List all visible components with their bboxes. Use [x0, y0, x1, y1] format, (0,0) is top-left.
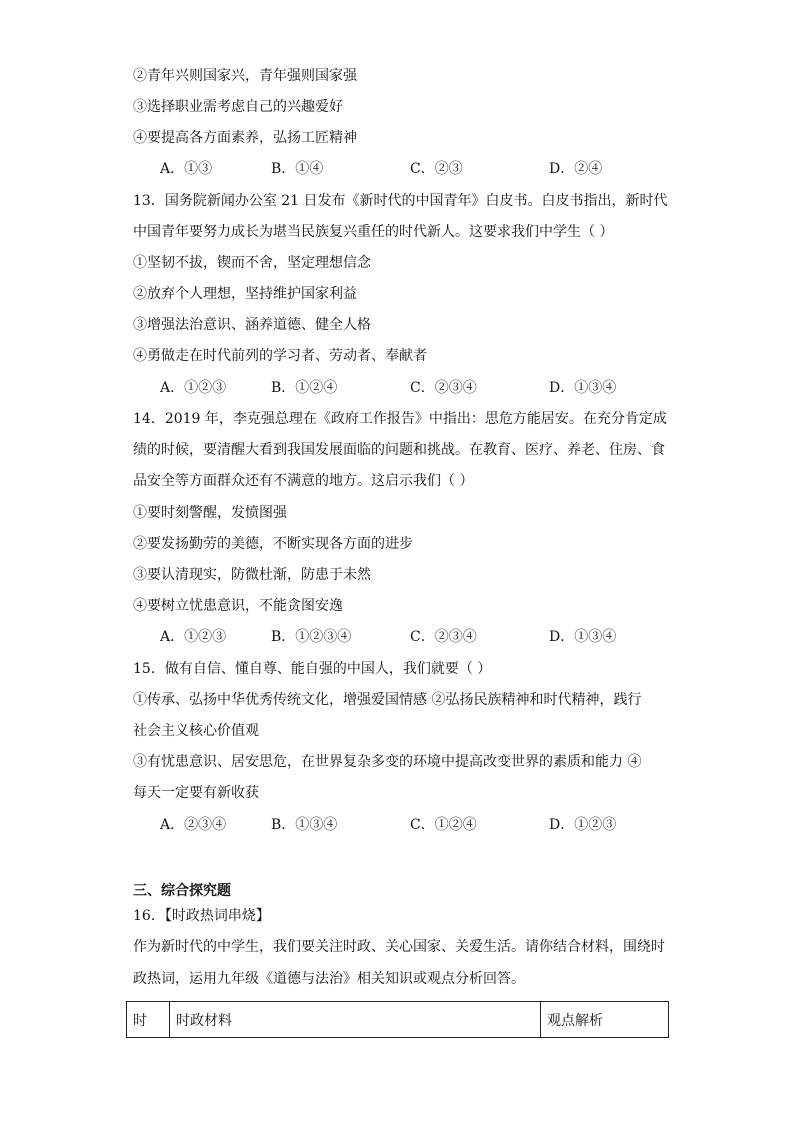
q14-options [160, 627, 720, 647]
q12-option-a: A．①③ [160, 161, 213, 177]
q16-title: 16．【时政热词串烧】 [133, 908, 270, 924]
q16-intro-line-2: 政热词，运用九年级《道德与法治》相关知识或观点分析回答。 [133, 971, 525, 987]
q14-item-2: ②要发扬勤劳的美德，不断实现各方面的进步 [133, 536, 413, 552]
q12-options [160, 159, 720, 179]
q13-item-4: ④勇做走在时代前列的学习者、劳动者、奉献者 [133, 348, 427, 364]
q15-option-c: C．①②④ [410, 817, 477, 833]
q14-option-d: D．①③④ [549, 629, 617, 645]
q13-option-b: B．①②④ [271, 380, 338, 396]
q13-option-a: A．①②③ [160, 380, 227, 396]
q15-item-line-2: 社会主义核心价值观 [133, 723, 259, 739]
table-header-row [127, 1002, 669, 1038]
header-analysis: 观点解析 [541, 1002, 669, 1038]
header-material: 时政材料 [170, 1002, 541, 1038]
q15-item-line-3: ③有忧患意识、居安思危，在世界复杂多变的环境中提高改变世界的素质和能力 ④ [133, 754, 642, 770]
q14-option-a: A．①②③ [160, 629, 227, 645]
q15-option-d: D．①②③ [549, 817, 617, 833]
q13-item-1: ①坚韧不拔，锲而不舍，坚定理想信念 [133, 255, 371, 271]
q13-item-3: ③增强法治意识、涵养道德、健全人格 [133, 317, 371, 333]
q14-stem-line-3: 品安全等方面群众还有不满意的地方。这启示我们（ ） [133, 473, 474, 489]
q15-stem: 15．做有自信、懂自尊、能自强的中国人，我们就要（ ） [133, 661, 492, 677]
q15-option-a: A．②③④ [160, 817, 227, 833]
q14-option-b: B．①②③④ [271, 629, 352, 645]
q12-option-c: C．②③ [410, 161, 463, 177]
q12-option-b: B．①④ [271, 161, 324, 177]
q13-option-d: D．①③④ [549, 380, 617, 396]
section-3-heading: 三、综合探究题 [133, 883, 231, 899]
q14-stem-line-2: 绩的时候，要清醒大看到我国发展面临的问题和挑战。在教育、医疗、养老、住房、食 [133, 442, 665, 458]
q13-option-c: C．②③④ [410, 380, 477, 396]
q14-option-c: C．②③④ [410, 629, 477, 645]
q14-item-3: ③要认清现实，防微杜渐，防患于未然 [133, 567, 371, 583]
q12-item-3: ③选择职业需考虑自己的兴趣爱好 [133, 99, 343, 115]
q13-item-2: ②放弃个人理想，坚持维护国家利益 [133, 286, 357, 302]
q14-item-1: ①要时刻警醒，发愤图强 [133, 505, 287, 521]
q13-stem-line-2: 中国青年要努力成长为堪当民族复兴重任的时代新人。这要求我们中学生（ ） [133, 224, 614, 240]
q14-stem-line-1: 14．2019 年，李克强总理在《政府工作报告》中指出：思危方能居安。在充分肯定成 [133, 411, 667, 427]
q15-item-line-4: 每天一定要有新收获 [133, 785, 259, 801]
q15-options [160, 815, 720, 835]
q13-stem-line-1: 13．国务院新闻办公室 21 日发布《新时代的中国青年》白皮书。白皮书指出，新时代 [133, 193, 668, 209]
q15-option-b: B．①③④ [271, 817, 338, 833]
q12-item-2: ②青年兴则国家兴，青年强则国家强 [133, 68, 357, 84]
q12-item-4: ④要提高各方面素养，弘扬工匠精神 [133, 130, 357, 146]
q14-item-4: ④要树立忧患意识，不能贪图安逸 [133, 598, 343, 614]
q13-options [160, 378, 720, 398]
q16-intro-line-1: 作为新时代的中学生，我们要关注时政、关心国家、关爱生活。请你结合材料，围绕时 [133, 939, 665, 955]
hot-words-table [126, 1001, 669, 1038]
q15-item-line-1: ①传承、弘扬中华优秀传统文化，增强爱国情感 ②弘扬民族精神和时代精神，践行 [133, 692, 642, 708]
header-time: 时 [127, 1002, 170, 1038]
q12-option-d: D．②④ [549, 161, 603, 177]
